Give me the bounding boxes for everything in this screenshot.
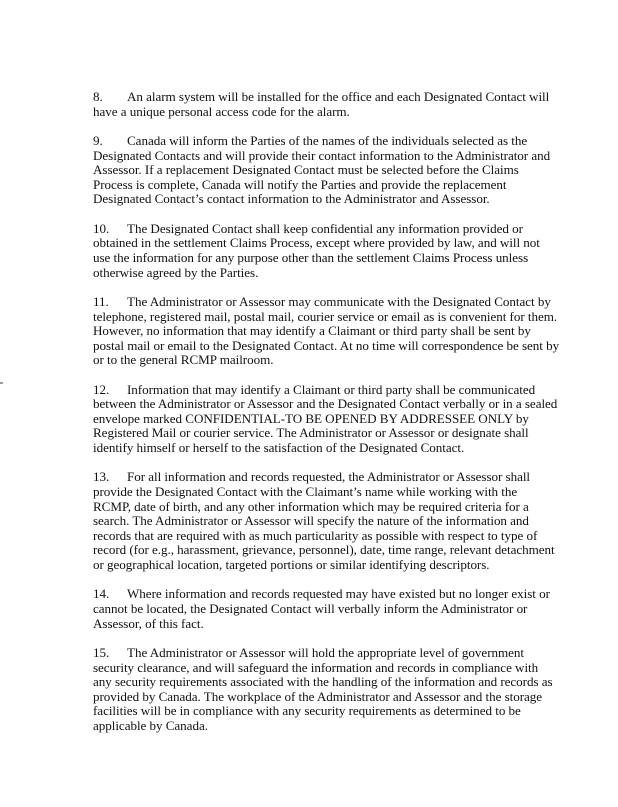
numbered-paragraph [93,644,553,734]
paragraph-line: RCMP, date of birth, and any other information which may be required criteria for a [93,498,529,514]
paragraph-line: telephone, registered mail, postal mail, courier service or email as is convenient for them. [93,308,558,324]
paragraph-text: Information that may identify a Claimant or third party shall be communicated [127,381,536,397]
paragraph-line: use the information for any purpose other than the settlement Claims Process unless [93,249,529,265]
paragraph-line: Process is complete, Canada will notify the Parties and provide the replacement [93,176,507,192]
numbered-paragraph [93,132,551,207]
paragraph-text: The Administrator or Assessor may communicate with the Designated Contact by [127,293,551,309]
paragraph-line: otherwise agreed by the Parties. [93,264,259,280]
scan-artifact-mark [0,382,3,384]
paragraph-line: obtained in the settlement Claims Process, except where provided by law, and will not [93,235,540,251]
paragraph-line [93,646,533,661]
paragraph-line: Assessor. If a replacement Designated Contact must be selected before the Claims [93,162,519,178]
paragraph-line: applicable by Canada. [93,717,208,733]
paragraph-text: An alarm system will be installed for the office and each Designated Contact will [127,89,550,104]
numbered-paragraph [93,220,540,280]
paragraph-number: 13. [93,469,110,485]
paragraph-line: provide the Designated Contact with the Claimant’s name while working with the [93,484,518,500]
numbered-paragraph [93,89,550,119]
paragraph-line [93,381,536,398]
paragraph-line: any security requirements associated with the handling of the information and records as [93,674,553,690]
paragraph-line: However, no information that may identify a Claimant or third party shall be sent by [93,323,531,339]
document-body [93,89,560,748]
paragraph-line: identify himself or herself to the satisfaction of the Designated Contact. [93,440,465,456]
paragraph-line: records that are required with as much particularity as possible with respect to type of [93,527,538,543]
paragraph-line: record (for e.g., harassment, grievance, personnel), date, time range, relevant detachment [93,542,555,558]
paragraph-line: provided by Canada. The workplace of the Administrator and Assessor and the storage [93,688,543,704]
paragraph-text: For all information and records requested, the Administrator or Assessor shall [127,469,531,485]
paragraph-line: or geographical location, targeted portions or similar identifying descriptors. [93,557,490,573]
paragraph-text: The Administrator or Assessor will hold the appropriate level of government [127,644,524,660]
paragraph-line: envelope marked CONFIDENTIAL-TO BE OPENED BY ADDRESSEE ONLY by [93,410,529,426]
paragraph-line [93,89,550,105]
paragraph-line [93,222,533,237]
numbered-paragraph [93,293,560,368]
paragraph-line [93,586,550,602]
paragraph-number: 11. [93,293,109,309]
paragraph-text: The Designated Contact shall keep confidential any information provided or [127,220,523,236]
paragraph-number: 15. [93,644,110,660]
paragraph-number: 10. [93,220,110,236]
paragraph-number: 9. [93,132,103,148]
paragraph-line: Designated Contact’s contact information to the Administrator and Assessor. [93,191,490,207]
paragraph-line: security clearance, and will safeguard the information and records in compliance with [93,659,539,675]
paragraph-text: Canada will inform the Parties of the names of the individuals selected as the [127,132,528,148]
paragraph-line: Designated Contacts and will provide their contact information to the Administrator and [93,147,551,163]
paragraph-number: 14. [93,586,110,602]
numbered-paragraph [93,381,558,456]
paragraph-line: between the Administrator or Assessor and the Designated Contact verbally or in a sealed [93,396,558,412]
numbered-paragraph [93,469,555,573]
paragraph-line: facilities will be in compliance with any security requirements as determined to be [93,703,521,719]
paragraph-number: 8. [93,89,103,104]
paragraph-number: 12. [93,381,110,397]
paragraph-line: search. The Administrator or Assessor will specify the nature of the information and [93,513,529,529]
numbered-paragraph [93,586,550,631]
paragraph-text: Where information and records requested may have existed but no longer exist or [127,586,550,602]
paragraph-line [93,293,551,310]
paragraph-line: have a unique personal access code for the alarm. [93,103,350,119]
paragraph-line: cannot be located, the Designated Contact will verbally inform the Administrator or [93,601,528,616]
paragraph-line [93,470,533,485]
paragraph-line: Assessor, of this fact. [93,615,204,631]
paragraph-line: Registered Mail or courier service. The Administrator or Assessor or designate shall [93,425,529,441]
paragraph-line: or to the general RCMP mailroom. [93,352,274,368]
paragraph-line [93,134,533,149]
paragraph-line: postal mail or email to the Designated Contact. At no time will correspondence be sent by [93,337,560,353]
